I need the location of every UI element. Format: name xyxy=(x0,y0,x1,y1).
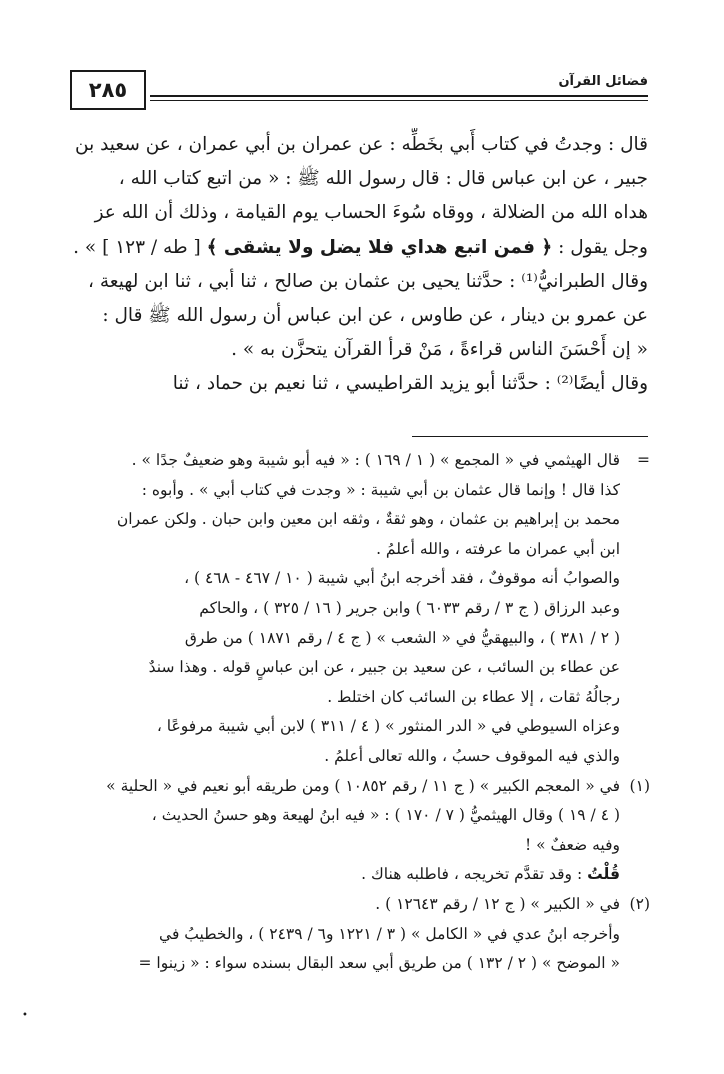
main-line: عن عمرو بن دينار ، عن طاوس ، عن ابن عباس أن رسول الله ﷺ قال : xyxy=(102,305,648,327)
footnote-qultu-line xyxy=(70,860,620,890)
main-line: « إن أَحْسَنَ الناس قراءةً ، مَنْ قرأ القرآن يتحزَّن به » . xyxy=(231,339,648,361)
main-line: وقال أيضًا⁽²⁾ : حدَّثنا أبو يزيد القراطيسي ، ثنا نعيم بن حماد ، ثنا xyxy=(172,373,648,395)
footnote-mark: (١) xyxy=(629,776,650,795)
footnote-line: رجالُهُ ثقات ، إلا عطاء بن السائب كان اختلط . xyxy=(327,687,620,706)
footnote-line: والصوابُ أنه موقوفٌ ، فقد أخرجه ابنُ أبي شيبة ( ١٠ / ٤٦٧ - ٤٦٨ ) ، xyxy=(184,569,620,588)
header-rule-thick xyxy=(150,95,648,97)
footnote-line: وفيه ضعفٌ » ! xyxy=(524,835,620,854)
main-line-quran: وجل يقول : ﴿ فمن اتبع هداي فلا يضل ولا يشقى ﴾ [ طه / ١٢٣ ] » . xyxy=(73,236,648,258)
footnote-line: في « الكبير » ( ج ١٢ / رقم ١٢٦٤٣ ) . xyxy=(375,894,620,913)
page-header xyxy=(70,62,648,112)
footnote-separator xyxy=(412,436,648,437)
main-line: وقال الطبرانيُّ⁽¹⁾ : حدَّثنا يحيى بن عثمان بن صالح ، ثنا أبي ، ثنا ابن لهيعة ، xyxy=(88,270,648,292)
footnote-body xyxy=(70,446,620,772)
footnote-2 xyxy=(70,890,650,979)
page-number: ٢٨٥ xyxy=(88,78,128,102)
footnote-body xyxy=(70,772,620,890)
footnote-line: في « المعجم الكبير » ( ج ١١ / رقم ١٠٨٥٢ ) ومن طريقه أبو نعيم في « الحلية » xyxy=(106,776,620,795)
page-speck: • xyxy=(22,1010,28,1021)
footnote-line: وعزاه السيوطي في « الدر المنثور » ( ٤ / ٣١١ ) لابن أبي شيبة مرفوعًا ، xyxy=(156,717,620,736)
footnote-line: محمد بن إبراهيم بن عثمان ، وهو ثقةٌ ، وثقه ابن معين وابن حبان . ولكن عمران xyxy=(116,510,620,529)
footnote-1 xyxy=(70,772,650,890)
running-title: فضائل القرآن xyxy=(558,74,648,89)
page-number-box xyxy=(70,70,146,110)
main-line: قال : وجدتُ في كتاب أَبي بخَطِّه : عن عمران بن أبي عمران ، عن سعيد بن xyxy=(74,134,648,155)
footnote-line: ابن أبي عمران ما عرفته ، والله أعلمُ . xyxy=(376,539,620,558)
header-rule-thin xyxy=(150,100,648,101)
footnote-line: والذي فيه الموقوف حسبُ ، والله تعالى أعلمُ . xyxy=(324,746,620,765)
qultu-label: قُلْتُ xyxy=(587,865,620,884)
footnote-line: وأخرجه ابنُ عدي في « الكامل » ( ٣ / ١٢٢١ و٦ / ٢٤٣٩ ) ، والخطيبُ في xyxy=(159,924,620,943)
footnote-line: ( ٢ / ٣٨١ ) ، والبيهقيُّ في « الشعب » ( ج ٤ / رقم ١٨٧١ ) من طرق xyxy=(184,628,620,647)
main-line: جبير ، عن ابن عباس قال : قال رسول الله ﷺ : « من اتبع كتاب الله ، xyxy=(118,168,648,190)
main-text xyxy=(70,128,648,402)
footnote-continuation-mark: = xyxy=(637,451,650,469)
main-line: هداه الله من الضلالة ، ووقاه سُوءَ الحساب يوم القيامة ، وذلك أن الله عز xyxy=(94,202,648,224)
footnote-line: عن عطاء بن السائب ، عن سعيد بن جبير ، عن ابن عباسٍ قوله . وهذا سندٌ xyxy=(148,658,620,677)
footnote-line: كذا قال ! وإنما قال عثمان بن أبي شيبة : « وجدت في كتاب أبي » . وأبوه : xyxy=(141,480,620,499)
footnote-line: « الموضح » ( ٢ / ١٣٢ ) من طريق أبي سعد البقال بسنده سواء : « زينوا = xyxy=(138,954,620,973)
footnote-body xyxy=(70,890,620,979)
footnotes xyxy=(70,446,650,979)
footnote-line: قال الهيثمي في « المجمع » ( ١ / ١٦٩ ) : « فيه أبو شيبة وهو ضعيفٌ جدًا » . xyxy=(131,451,620,469)
quran-verse: ﴿ فمن اتبع هداي فلا يضل ولا يشقى ﴾ xyxy=(206,236,553,258)
footnote-line: ( ٤ / ١٩ ) وقال الهيثميُّ ( ٧ / ١٧٠ ) : « فيه ابنُ لهيعة وهو حسنُ الحديث ، xyxy=(151,806,620,825)
qultu-text: : وقد تقدَّم تخريجه ، فاطلبه هناك . xyxy=(361,865,583,884)
footnote-mark: (٢) xyxy=(629,894,650,913)
footnote-line: وعبد الرزاق ( ج ٣ / رقم ٦٠٣٣ ) وابن جرير ( ١٦ / ٣٢٥ ) ، والحاكم xyxy=(199,598,620,617)
footnote-continuation xyxy=(70,446,650,772)
